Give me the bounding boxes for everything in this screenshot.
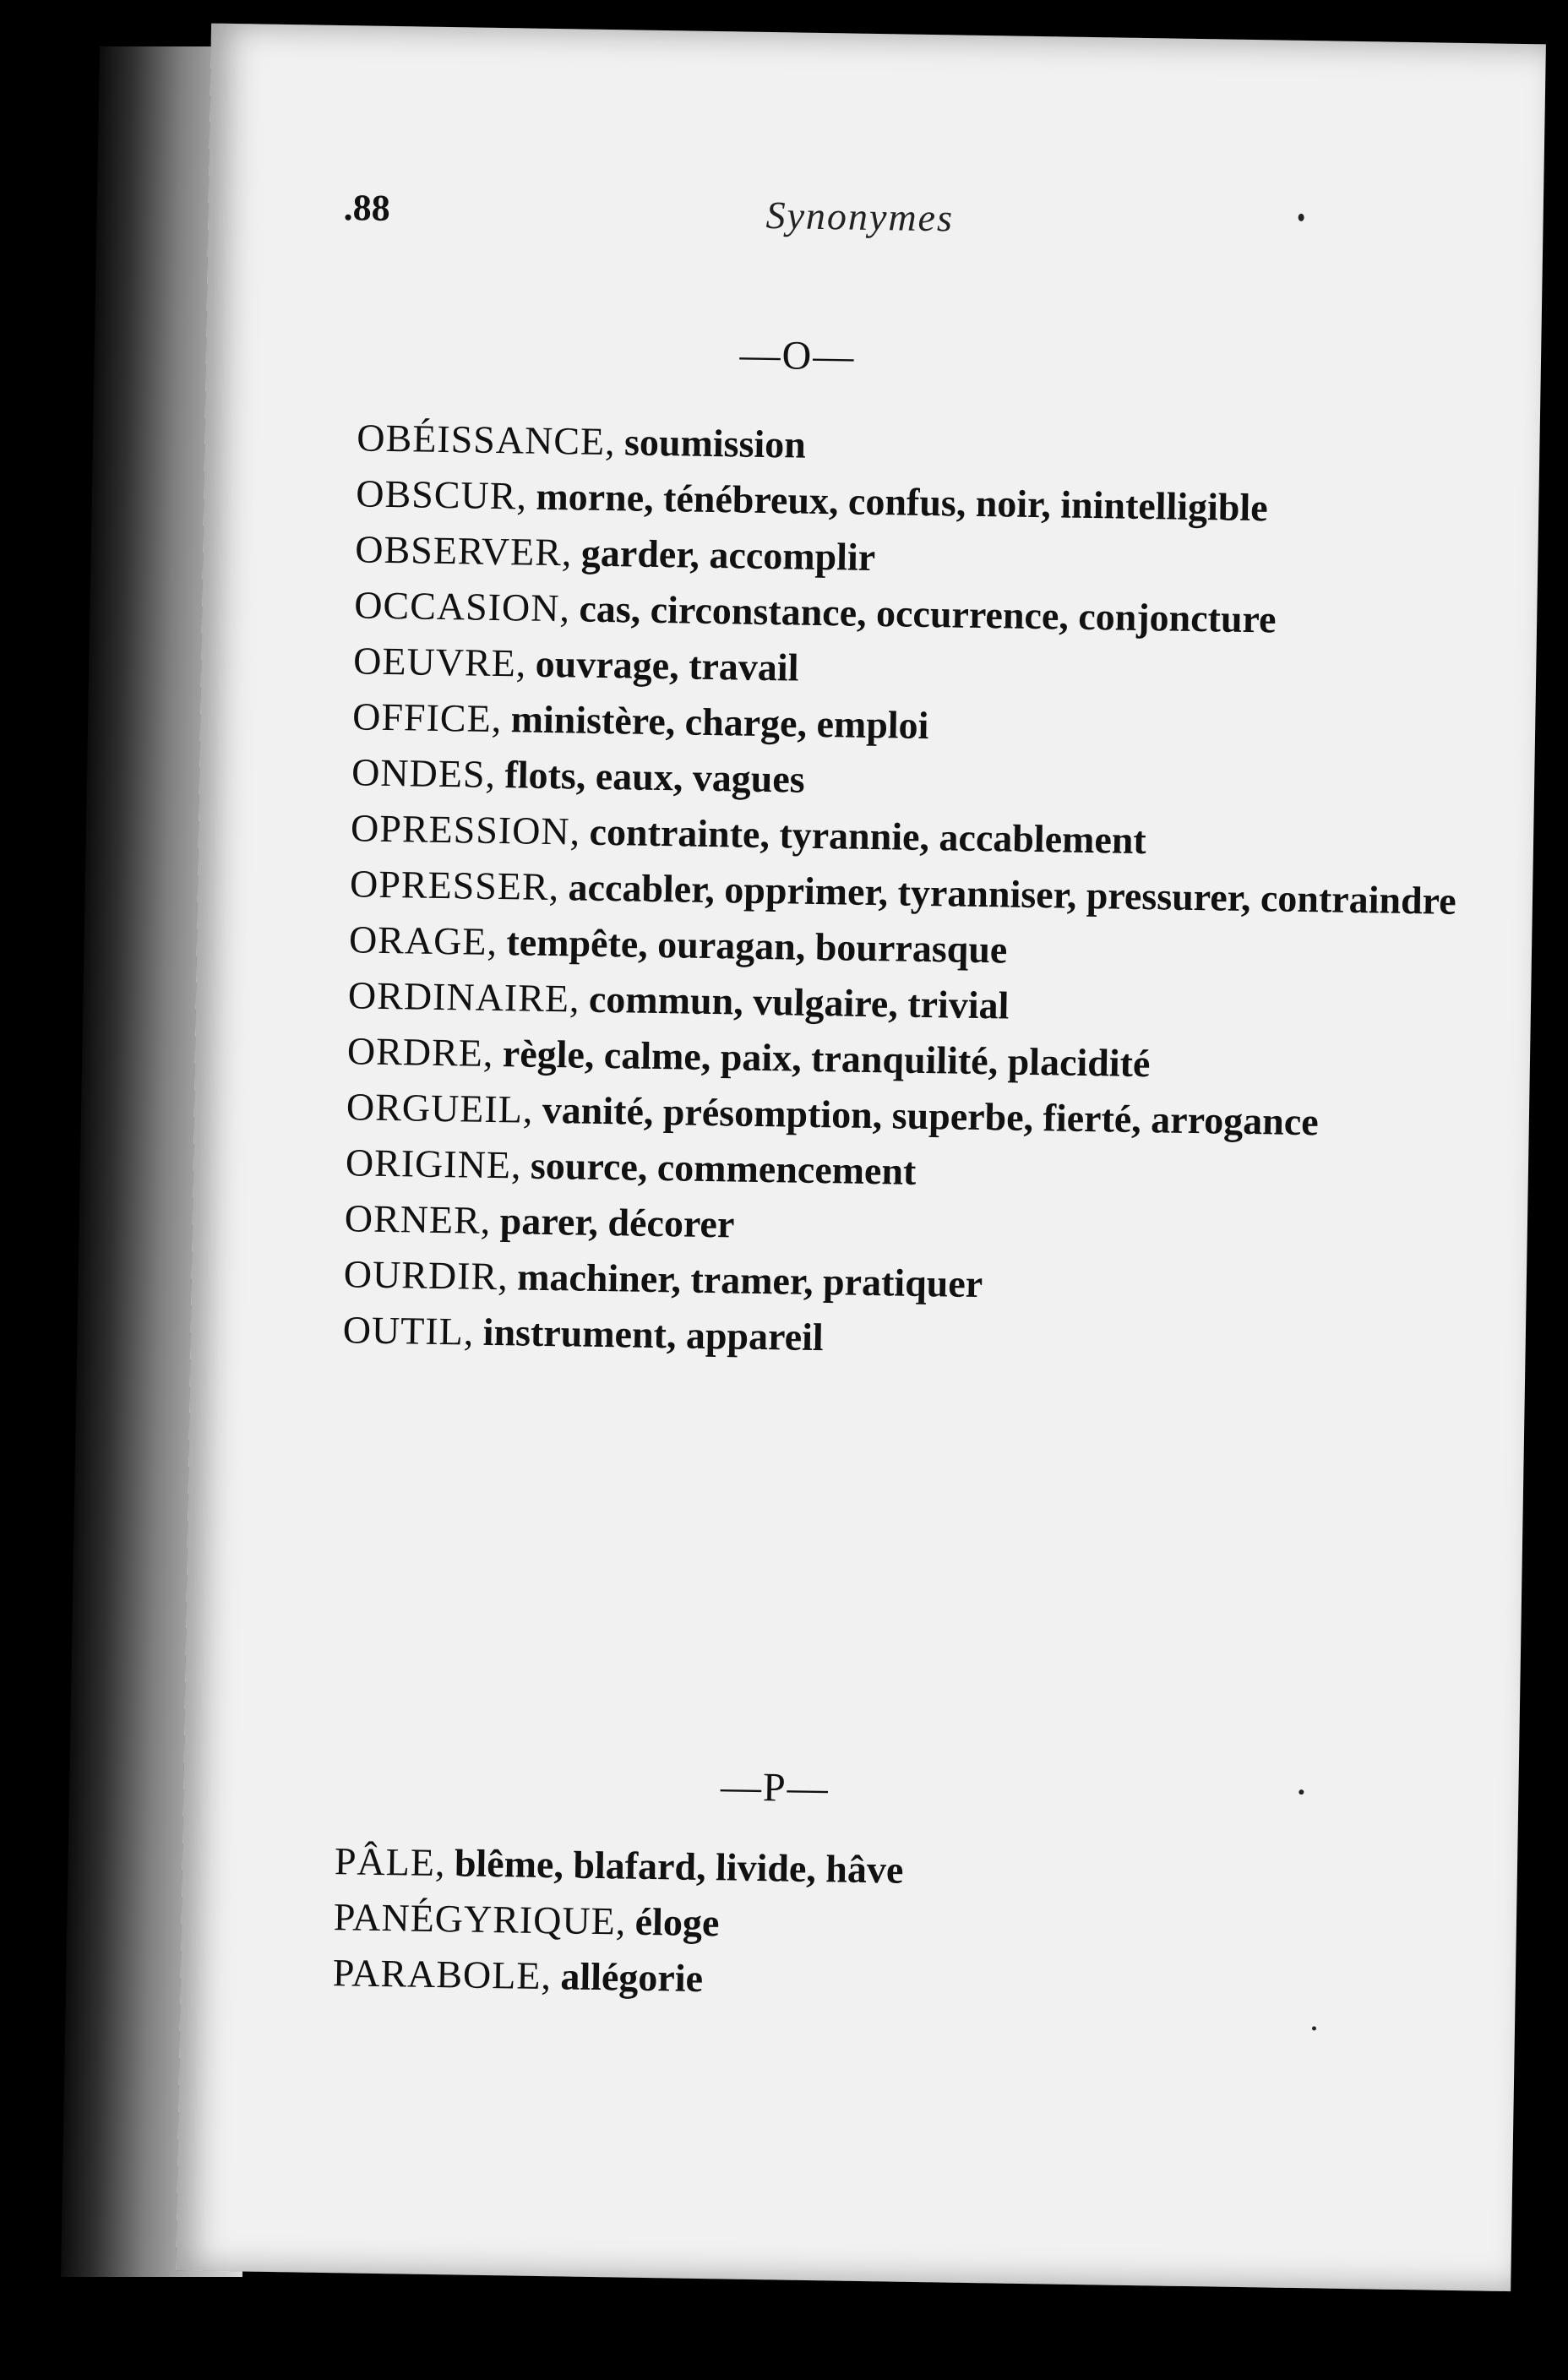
- entry-synonyms: allégorie: [560, 1954, 704, 2001]
- entry-headword: OCCASION: [353, 583, 560, 630]
- entry-synonyms: garder, accomplir: [580, 531, 876, 580]
- entry-synonyms: contrainte, tyrannie, accablement: [589, 809, 1147, 863]
- entry-headword: ORGUEIL: [346, 1085, 524, 1131]
- book-page: [176, 24, 1546, 2291]
- entry-synonyms: règle, calme, paix, tranquilité, placidité: [502, 1032, 1151, 1086]
- entry-headword: ONDES: [351, 750, 486, 796]
- entry-headword: PARABOLE: [332, 1951, 542, 1998]
- entry-synonyms: blême, blafard, livide, hâve: [454, 1841, 904, 1892]
- entry-headword: OPRESSER: [349, 862, 550, 908]
- dictionary-entry: OEUVRE, ouvrage, travail: [352, 639, 799, 689]
- entry-synonyms: instrument, appareil: [482, 1310, 825, 1359]
- entry-synonyms: commun, vulgaire, trivial: [588, 977, 1010, 1027]
- dictionary-entry: OPRESSER, accabler, opprimer, tyranniser, pressurer, contraindre: [349, 862, 1457, 923]
- dictionary-entry: PÂLE, blême, blafard, livide, hâve: [334, 1839, 904, 1892]
- dictionary-entry: ORAGE, tempête, ouragan, bourrasque: [348, 918, 1008, 972]
- dictionary-entry: OBÉISSANCE, soumission: [357, 416, 807, 466]
- entry-list-o: [342, 410, 1514, 1375]
- dictionary-entry: ORDINAIRE, commun, vulgaire, trivial: [347, 973, 1010, 1027]
- entry-list-p: [332, 1833, 1492, 2018]
- dictionary-entry: ORNER, parer, décorer: [344, 1196, 735, 1246]
- entry-synonyms: éloge: [634, 1899, 720, 1945]
- entry-synonyms: cas, circonstance, occurrence, conjoncture: [579, 586, 1277, 641]
- entry-headword: PÂLE: [334, 1839, 436, 1885]
- entry-synonyms: morne, ténébreux, confus, noir, inintelligible: [536, 474, 1269, 530]
- dictionary-entry: OFFICE, ministère, charge, emploi: [351, 694, 929, 748]
- dictionary-entry: OBSCUR, morne, ténébreux, confus, noir, inintelligible: [355, 471, 1269, 530]
- entry-headword: PANÉGYRIQUE: [333, 1895, 617, 1943]
- entry-headword: OBSCUR: [355, 471, 517, 518]
- print-speck: [1312, 2026, 1316, 2030]
- entry-synonyms: parer, décorer: [499, 1199, 735, 1246]
- dictionary-entry: OCCASION, cas, circonstance, occurrence, conjoncture: [353, 583, 1277, 641]
- dictionary-entry: OURDIR, machiner, tramer, pratiquer: [343, 1252, 983, 1306]
- dictionary-entry: ONDES, flots, eaux, vagues: [351, 750, 806, 801]
- entry-headword: ORDINAIRE: [347, 973, 570, 1021]
- entry-synonyms: soumission: [623, 420, 807, 466]
- entry-headword: OPRESSION: [350, 806, 571, 853]
- print-speck: [1298, 1789, 1304, 1795]
- entry-headword: ORIGINE: [345, 1141, 512, 1187]
- entry-synonyms: tempête, ouragan, bourrasque: [506, 920, 1008, 972]
- dictionary-entry: PANÉGYRIQUE, éloge: [333, 1895, 720, 1945]
- entry-synonyms: accabler, opprimer, tyranniser, pressurer, contraindre: [568, 865, 1457, 923]
- dictionary-entry: OUTIL, instrument, appareil: [342, 1308, 825, 1359]
- entry-headword: ORAGE: [348, 918, 487, 963]
- entry-headword: OUTIL: [342, 1308, 465, 1353]
- section-heading-o: —O—: [739, 332, 856, 379]
- entry-headword: ORDRE: [346, 1029, 484, 1075]
- entry-headword: OFFICE: [351, 694, 493, 740]
- page-number: .88: [343, 187, 391, 229]
- dictionary-entry: ORDRE, règle, calme, paix, tranquilité, placidité: [346, 1029, 1151, 1086]
- entry-synonyms: ouvrage, travail: [535, 641, 799, 689]
- entry-headword: OURDIR: [343, 1252, 498, 1299]
- running-head: Synonymes: [765, 193, 955, 240]
- entry-synonyms: flots, eaux, vagues: [504, 753, 806, 801]
- entry-synonyms: vanité, présomption, superbe, fierté, arrogance: [542, 1087, 1320, 1144]
- page-header: [208, 184, 1544, 273]
- dictionary-entry: ORIGINE, source, commencement: [345, 1141, 917, 1193]
- dictionary-entry: PARABOLE, allégorie: [332, 1951, 704, 2001]
- entry-headword: ORNER: [344, 1196, 482, 1242]
- entry-synonyms: source, commencement: [530, 1143, 917, 1193]
- entry-headword: OEUVRE: [352, 639, 517, 685]
- entry-headword: OBÉISSANCE: [357, 416, 606, 463]
- entry-synonyms: ministère, charge, emploi: [510, 697, 929, 748]
- dictionary-entry: ORGUEIL, vanité, présomption, superbe, fierté, arrogance: [346, 1085, 1320, 1144]
- entry-headword: OBSERVER: [354, 527, 563, 575]
- dictionary-entry: OBSERVER, garder, accomplir: [354, 527, 876, 580]
- entry-synonyms: machiner, tramer, pratiquer: [516, 1255, 983, 1306]
- section-heading-p: —P—: [720, 1764, 830, 1811]
- dictionary-entry: OPRESSION, contrainte, tyrannie, accablement: [350, 806, 1147, 863]
